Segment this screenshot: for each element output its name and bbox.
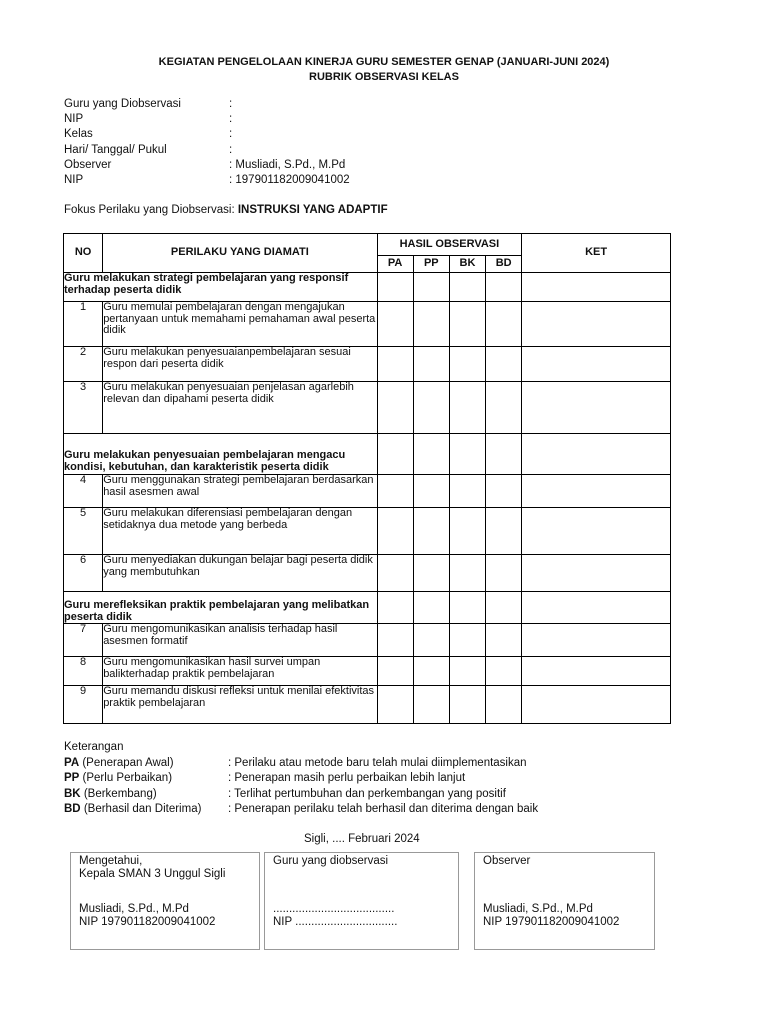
bd-cell[interactable] bbox=[486, 657, 522, 686]
header-pa: PA bbox=[377, 256, 413, 273]
bd-cell[interactable] bbox=[486, 508, 522, 555]
legend-code: BD bbox=[64, 803, 81, 815]
bd-cell[interactable] bbox=[486, 347, 522, 382]
document-subtitle: RUBRIK OBSERVASI KELAS bbox=[309, 71, 459, 83]
bk-cell[interactable] bbox=[449, 624, 485, 657]
bd-cell[interactable] bbox=[486, 302, 522, 347]
behavior-text: Guru menyediakan dukungan belajar bagi peserta didik yang membutuhkan bbox=[103, 555, 377, 592]
legend bbox=[64, 740, 684, 818]
info-row bbox=[64, 173, 564, 188]
pp-cell[interactable] bbox=[413, 347, 449, 382]
row-number: 1 bbox=[64, 302, 103, 347]
info-value: : bbox=[229, 128, 233, 141]
ket-cell[interactable] bbox=[522, 508, 671, 555]
behavior-text: Guru memulai pembelajaran dengan mengajukan pertanyaan untuk memahami pemahaman awal peserta didik bbox=[103, 302, 377, 347]
header-no: NO bbox=[64, 234, 103, 273]
bd-cell[interactable] bbox=[486, 592, 522, 624]
info-value: : Musliadi, S.Pd., M.Pd bbox=[229, 158, 346, 171]
bk-cell[interactable] bbox=[449, 302, 485, 347]
info-value: : bbox=[229, 98, 233, 110]
info-row bbox=[64, 112, 564, 127]
header-ket: KET bbox=[522, 234, 671, 273]
signature-role: Kepala SMAN 3 Unggul Sigli bbox=[79, 867, 226, 880]
bk-cell[interactable] bbox=[449, 434, 485, 475]
bk-cell[interactable] bbox=[449, 555, 485, 592]
behavior-text: Guru melakukan penyesuaian penjelasan agarlebih relevan dan dipahami peserta didik bbox=[103, 382, 377, 434]
ket-cell[interactable] bbox=[522, 592, 671, 624]
bk-cell[interactable] bbox=[449, 273, 485, 302]
ket-cell[interactable] bbox=[522, 273, 671, 302]
legend-code: PP bbox=[64, 772, 80, 784]
bd-cell[interactable] bbox=[486, 686, 522, 724]
info-row bbox=[64, 127, 564, 142]
info-row bbox=[64, 158, 564, 173]
ket-cell[interactable] bbox=[522, 347, 671, 382]
legend-desc: : Perilaku atau metode baru telah mulai diimplementasikan bbox=[228, 756, 527, 769]
row-number: 2 bbox=[64, 347, 103, 382]
signature-nip-blank[interactable]: NIP ................................ bbox=[273, 915, 398, 928]
pp-cell[interactable] bbox=[413, 434, 449, 475]
legend-term: (Berhasil dan Diterima) bbox=[80, 803, 202, 815]
legend-code: BK bbox=[64, 787, 81, 800]
signature-observer bbox=[474, 852, 655, 950]
signature-name: Musliadi, S.Pd., M.Pd bbox=[79, 903, 189, 915]
pp-cell[interactable] bbox=[413, 555, 449, 592]
header-bd: BD bbox=[486, 256, 522, 273]
observation-table bbox=[63, 233, 671, 724]
ket-cell[interactable] bbox=[522, 657, 671, 686]
header-bk: BK bbox=[449, 256, 485, 273]
behavior-text: Guru menggunakan strategi pembelajaran berdasarkan hasil asesmen awal bbox=[103, 475, 377, 508]
pp-cell[interactable] bbox=[413, 657, 449, 686]
ket-cell[interactable] bbox=[522, 302, 671, 347]
bd-cell[interactable] bbox=[486, 434, 522, 475]
legend-desc: : Penerapan perilaku telah berhasil dan diterima dengan baik bbox=[228, 803, 539, 815]
row-number: 7 bbox=[64, 624, 103, 657]
pp-cell[interactable] bbox=[413, 624, 449, 657]
ket-cell[interactable] bbox=[522, 382, 671, 434]
bk-cell[interactable] bbox=[449, 347, 485, 382]
document-title: KEGIATAN PENGELOLAAN KINERJA GURU SEMESTER GENAP (JANUARI-JUNI 2024) bbox=[158, 56, 610, 68]
bd-cell[interactable] bbox=[486, 555, 522, 592]
info-label: Hari/ Tanggal/ Pukul bbox=[64, 143, 167, 156]
legend-term: (Berkembang) bbox=[80, 787, 157, 800]
legend-title: Keterangan bbox=[64, 741, 124, 753]
bk-cell[interactable] bbox=[449, 508, 485, 555]
ket-cell[interactable] bbox=[522, 686, 671, 724]
pp-cell[interactable] bbox=[413, 592, 449, 624]
legend-term: (Perlu Perbaikan) bbox=[79, 772, 173, 784]
pp-cell[interactable] bbox=[413, 382, 449, 434]
bd-cell[interactable] bbox=[486, 475, 522, 508]
bd-cell[interactable] bbox=[486, 624, 522, 657]
identity-info bbox=[64, 97, 564, 188]
pa-cell[interactable] bbox=[377, 657, 413, 686]
pa-cell[interactable] bbox=[377, 555, 413, 592]
signature-caption: Mengetahui, bbox=[79, 855, 143, 867]
info-label: NIP bbox=[64, 173, 84, 186]
behavior-text: Guru memandu diskusi refleksi untuk menilai efektivitas praktik pembelajaran bbox=[103, 686, 377, 724]
row-number: 8 bbox=[64, 657, 103, 686]
ket-cell[interactable] bbox=[522, 624, 671, 657]
info-label: Observer bbox=[64, 158, 112, 171]
pa-cell[interactable] bbox=[377, 475, 413, 508]
bd-cell[interactable] bbox=[486, 273, 522, 302]
pp-cell[interactable] bbox=[413, 273, 449, 302]
group-title: Guru melakukan penyesuaian pembelajaran mengacu kondisi, kebutuhan, dan karakteristik peserta didik bbox=[64, 434, 378, 475]
info-row bbox=[64, 97, 564, 112]
info-value: : bbox=[229, 113, 233, 126]
ket-cell[interactable] bbox=[522, 475, 671, 508]
info-value: : bbox=[229, 143, 233, 156]
bk-cell[interactable] bbox=[449, 686, 485, 724]
row-number: 3 bbox=[64, 382, 103, 434]
bk-cell[interactable] bbox=[449, 592, 485, 624]
behavior-text: Guru mengomunikasikan hasil survei umpan balikterhadap praktik pembelajaran bbox=[103, 657, 377, 686]
signature-observed-teacher bbox=[264, 852, 459, 950]
legend-desc: : Terlihat pertumbuhan dan perkembangan yang positif bbox=[228, 787, 506, 800]
focus-value: INSTRUKSI YANG ADAPTIF bbox=[237, 204, 388, 216]
place-date: Sigli, .... Februari 2024 bbox=[304, 833, 420, 845]
legend-item bbox=[64, 756, 684, 772]
bk-cell[interactable] bbox=[449, 475, 485, 508]
pp-cell[interactable] bbox=[413, 475, 449, 508]
legend-desc: : Penerapan masih perlu perbaikan lebih lanjut bbox=[228, 772, 466, 784]
info-row bbox=[64, 143, 564, 158]
bk-cell[interactable] bbox=[449, 382, 485, 434]
behavior-text: Guru melakukan penyesuaianpembelajaran sesuai respon dari peserta didik bbox=[103, 347, 377, 382]
legend-item bbox=[64, 787, 684, 803]
pa-cell[interactable] bbox=[377, 508, 413, 555]
header-behavior: PERILAKU YANG DIAMATI bbox=[103, 234, 377, 273]
signature-caption: Observer bbox=[483, 855, 531, 867]
info-label: NIP bbox=[64, 113, 84, 126]
header-result: HASIL OBSERVASI bbox=[377, 234, 522, 256]
bk-cell[interactable] bbox=[449, 657, 485, 686]
pa-cell[interactable] bbox=[377, 347, 413, 382]
ket-cell[interactable] bbox=[522, 434, 671, 475]
row-number: 5 bbox=[64, 508, 103, 555]
focus-behavior bbox=[64, 204, 388, 216]
pa-cell[interactable] bbox=[377, 592, 413, 624]
legend-item bbox=[64, 771, 684, 787]
header-pp: PP bbox=[413, 256, 449, 273]
pa-cell[interactable] bbox=[377, 434, 413, 475]
signature-name: Musliadi, S.Pd., M.Pd bbox=[483, 903, 593, 915]
legend-code: PA bbox=[64, 756, 80, 769]
signature-nip: NIP 197901182009041002 bbox=[483, 915, 620, 928]
info-value: : 197901182009041002 bbox=[229, 173, 350, 186]
pp-cell[interactable] bbox=[413, 302, 449, 347]
bd-cell[interactable] bbox=[486, 382, 522, 434]
ket-cell[interactable] bbox=[522, 555, 671, 592]
legend-term: (Penerapan Awal) bbox=[79, 756, 174, 769]
row-number: 4 bbox=[64, 475, 103, 508]
group-title: Guru merefleksikan praktik pembelajaran yang melibatkan peserta didik bbox=[64, 592, 378, 624]
behavior-text: Guru mengomunikasikan analisis terhadap hasil asesmen formatif bbox=[103, 624, 377, 657]
pa-cell[interactable] bbox=[377, 686, 413, 724]
pa-cell[interactable] bbox=[377, 273, 413, 302]
pa-cell[interactable] bbox=[377, 382, 413, 434]
info-label: Kelas bbox=[64, 128, 93, 141]
legend-item bbox=[64, 802, 684, 818]
pa-cell[interactable] bbox=[377, 624, 413, 657]
info-label: Guru yang Diobservasi bbox=[64, 98, 181, 110]
behavior-text: Guru melakukan diferensiasi pembelajaran dengan setidaknya dua metode yang berbeda bbox=[103, 508, 377, 555]
pp-cell[interactable] bbox=[413, 508, 449, 555]
row-number: 9 bbox=[64, 686, 103, 724]
signature-nip: NIP 197901182009041002 bbox=[79, 915, 216, 928]
signature-principal bbox=[70, 852, 260, 950]
focus-label: Fokus Perilaku yang Diobservasi: bbox=[64, 204, 238, 216]
signature-name-blank[interactable]: ...................................... bbox=[273, 903, 395, 915]
pa-cell[interactable] bbox=[377, 302, 413, 347]
pp-cell[interactable] bbox=[413, 686, 449, 724]
row-number: 6 bbox=[64, 555, 103, 592]
signature-caption: Guru yang diobservasi bbox=[273, 855, 389, 867]
group-title: Guru melakukan strategi pembelajaran yang responsif terhadap peserta didik bbox=[64, 273, 378, 302]
